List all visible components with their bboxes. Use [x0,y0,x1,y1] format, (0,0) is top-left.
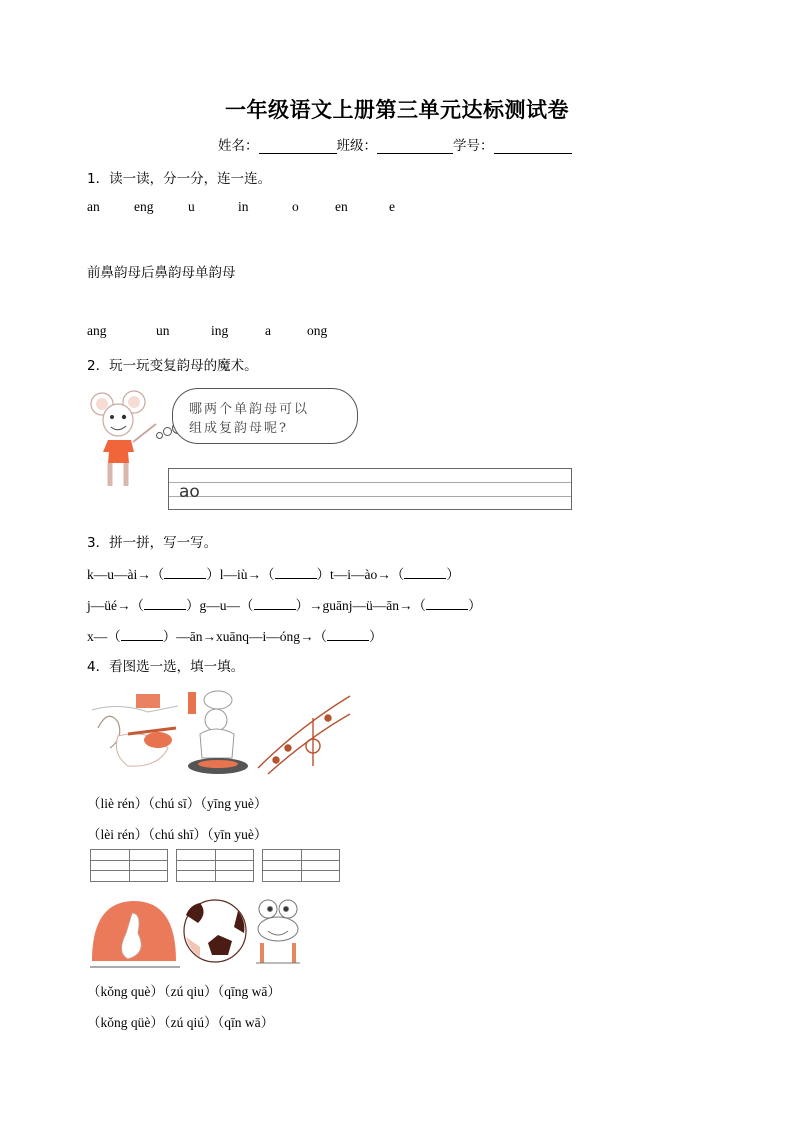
class-label: 班级： [336,138,377,154]
music-notes-image [258,696,350,774]
spelling-text: x—（ [87,629,121,644]
example-answer: ao [179,482,200,502]
spelling-text: ）t—i—ào→（ [316,567,405,582]
pinyin-item: an [87,199,100,214]
pinyin-item: en [335,199,348,214]
pinyin-item: o [292,199,299,214]
option-row-b2: （kǒng qüè）（zú qiú）（qīn wā） [87,1015,275,1030]
answer-blank[interactable] [164,567,206,579]
pinyin-item: u [188,199,195,214]
spelling-text: ）l—iù→（ [206,567,275,582]
answer-blank[interactable] [144,598,186,610]
bubble-text-line-2: 组成复韵母呢? [189,421,288,436]
question-2-heading: 2．玩一玩变复韵母的魔术。 [87,358,258,374]
picture-row-1 [88,688,358,778]
spelling-line-2 [87,594,482,614]
spelling-text: j—üé→（ [87,598,144,613]
name-blank[interactable] [259,139,337,154]
picture-row-2 [88,893,348,968]
spelling-text: ） [369,629,383,644]
answer-blank[interactable] [426,598,468,610]
pinyin-item: ing [211,323,229,338]
writing-grid[interactable] [262,849,340,882]
id-label: 学号： [453,138,494,154]
class-blank[interactable] [377,139,453,154]
answer-blank[interactable] [404,567,446,579]
question-3-heading: 3．拼一拼，写一写。 [87,535,218,551]
spelling-text: ） [468,598,482,613]
spelling-text: ） [446,567,460,582]
option-row-a2: （kǒng què）（zú qiu）（qīng wā） [87,984,281,999]
hunter-image [92,694,178,766]
answer-blank[interactable] [275,567,317,579]
writing-grid[interactable] [90,849,168,882]
thought-dot [163,427,172,436]
question-1-heading: 1．读一读，分一分，连一连。 [87,171,272,187]
question-4-heading: 4．看图选一选，填一填。 [87,659,245,675]
peacock-image [90,901,180,967]
answer-blank[interactable] [121,629,163,641]
spelling-line-1 [87,563,460,583]
frog-image [256,900,300,963]
answer-blank[interactable] [254,598,296,610]
thought-dot [156,432,163,439]
pinyin-item: e [389,199,395,214]
thought-bubble [172,388,358,444]
four-line-writing-grid[interactable] [168,468,572,510]
spelling-text: ）→guānj—ü—ān→（ [295,598,426,613]
name-label: 姓名： [218,138,259,154]
bubble-text-line-1: 哪两个单韵母可以 [189,402,310,417]
id-blank[interactable] [494,139,572,154]
option-row-b1: （lèi rén）（chú shī）（yīn yuè） [87,827,268,842]
spelling-text: k—u—ài→（ [87,567,165,582]
spelling-text: ）g—u—（ [186,598,254,613]
pinyin-item: ang [87,323,107,338]
mouse-illustration [88,390,168,490]
guide-line [169,482,571,483]
option-row-a1: （liè rén）（chú sī）（yīng yuè） [87,796,268,811]
pinyin-item: eng [134,199,154,214]
category-labels: 前鼻韵母后鼻韵母单韵母 [87,265,236,281]
guide-line [169,496,571,497]
spelling-line-3 [87,625,383,645]
answer-blank[interactable] [327,629,369,641]
page-title: 一年级语文上册第三单元达标测试卷 [225,98,569,122]
pinyin-item: a [265,323,271,338]
writing-grid[interactable] [176,849,254,882]
student-info-row [218,134,572,154]
spelling-text: ）—ān→xuānq—i—óng→（ [162,629,327,644]
pinyin-item: in [238,199,249,214]
chef-image [188,691,248,774]
pinyin-item: ong [307,323,328,338]
pinyin-item: un [156,323,170,338]
soccer-ball-image [184,900,246,962]
